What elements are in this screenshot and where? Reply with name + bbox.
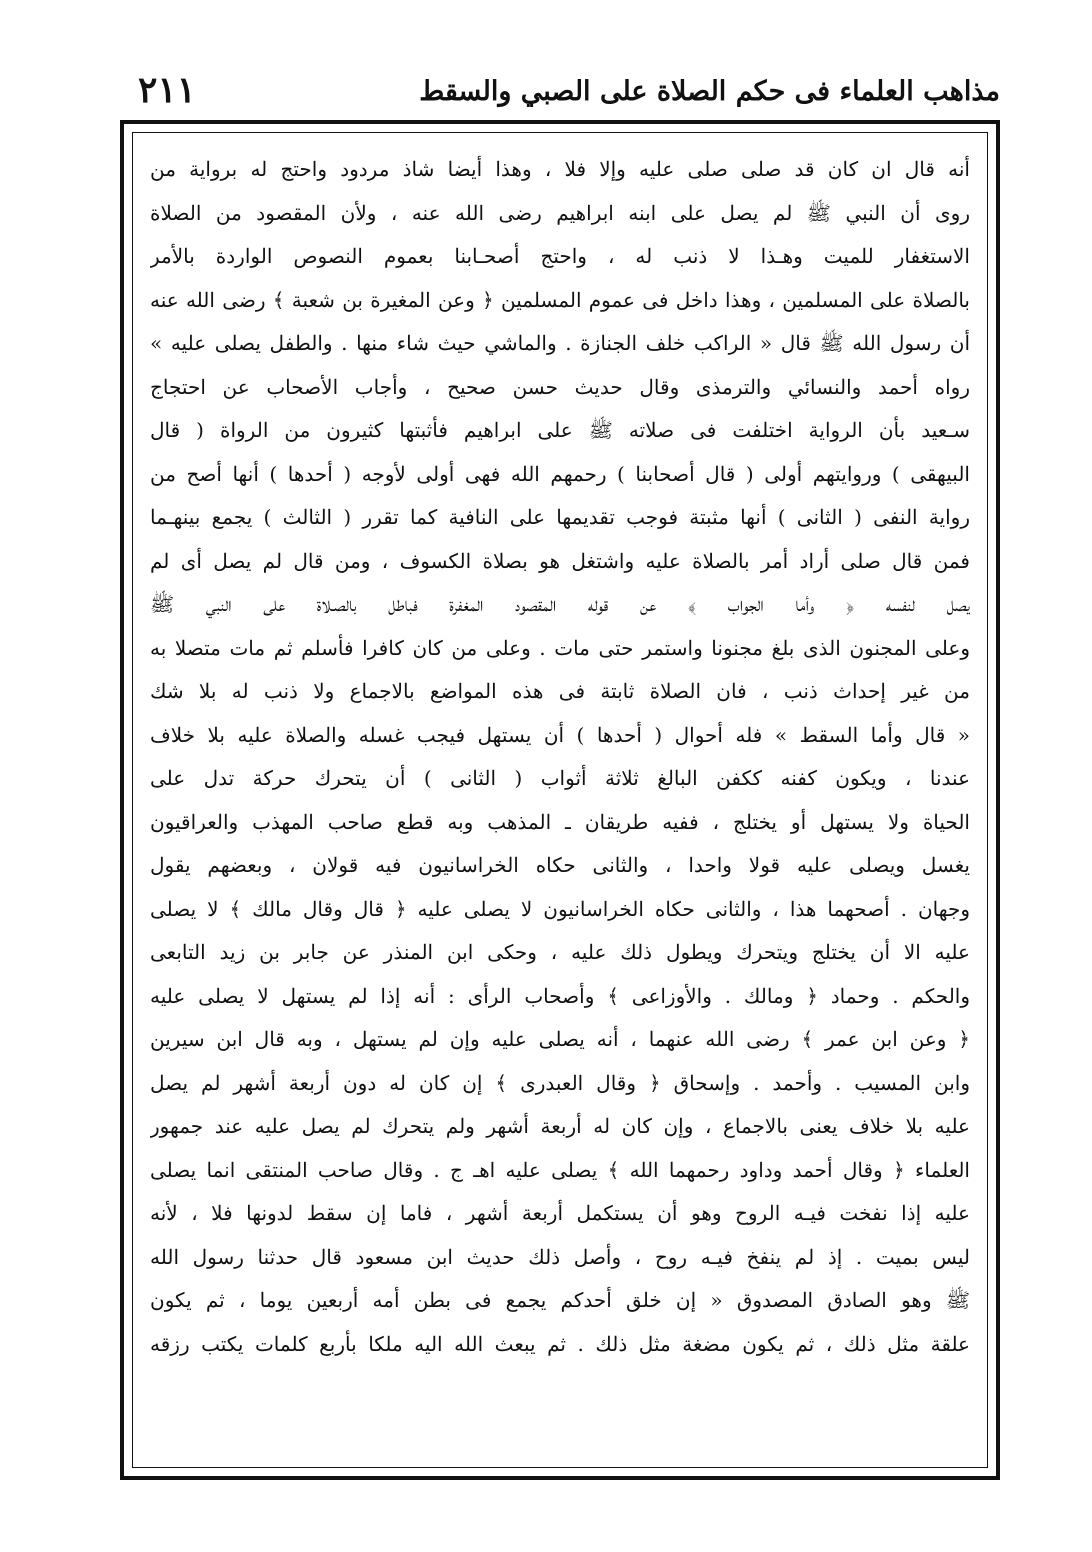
text-line: والحكم . وحماد ﴿ ومالك . والأوزاعى ﴾ وأصحاب الرأى : أنه إذا لم يستهل لا يصلى عليه bbox=[150, 983, 970, 1008]
text-line: العلماء ﴿ وقال أحمد وداود رحمهما الله ﴾ يصلى عليه اهـ ج . وقال صاحب المنتقى انما يصلى bbox=[150, 1157, 970, 1182]
text-line: « قال وأما السقط » فله أحوال ( أحدها ) أن يستهل فيجب غسله والصلاة عليه بلا خلاف bbox=[150, 722, 970, 747]
text-line: ليس بميت . إذ لم ينفخ فيـه روح ، وأصل ذلك حديث ابن مسعود قال حدثنا رسول الله bbox=[150, 1244, 970, 1269]
page-header bbox=[120, 66, 1000, 116]
text-line: عليه الا أن يختلج ويتحرك ويطول ذلك عليه ، وحكى ابن المنذر عن جابر بن زيد التابعى bbox=[150, 940, 970, 964]
text-line: الاستغفار للميت وهـذا لا ذنب له ، واحتج أصحـابنا بعموم النصوص الواردة بالأمر bbox=[150, 244, 970, 268]
text-line: عليه بلا خلاف يعنى بالاجماع ، وإن كان له أربعة أشهر ولم يتحرك لم يصل عليه عند جمهور bbox=[150, 1114, 970, 1138]
text-line: أن رسول الله ﷺ قال « الراكب خلف الجنازة . والماشي حيث شاء منها . والطفل يصلى عليه » bbox=[150, 331, 970, 355]
text-line: يغسل ويصلى عليه قولا واحدا ، والثانى حكاه الخراسانيون فيه قولان ، وبعضهم يقول bbox=[150, 853, 970, 877]
running-title: مذاهب العلماء فى حكم الصلاة على الصبي والسقط bbox=[419, 76, 1000, 107]
text-line: روى أن النبي ﷺ لم يصل على ابنه ابراهيم رضى الله عنه ، ولأن المقصود من الصلاة bbox=[150, 200, 970, 225]
text-line: سـعيد بأن الرواية اختلفت فى صلاته ﷺ على ابراهيم فأثبتها كثيرون من الرواة ( قال bbox=[150, 418, 970, 442]
text-line: علقة مثل ذلك ، ثم يكون مضغة مثل ذلك . ثم يبعث الله اليه ملكا بأربع كلمات يكتب رزقه bbox=[150, 1331, 970, 1356]
page-number: ٢١١ bbox=[138, 69, 197, 111]
text-line: عندنا ، ويكون كفنه ككفن البالغ ثلاثة أثواب ( الثانى ) أن يتحرك حركة تدل على bbox=[150, 766, 970, 790]
text-line: يصل لنفسه ﴿ وأما الجواب ﴾ عن قوله المقصود المغفرة فباطل بالصـلاة على النبي ﷺ bbox=[150, 592, 970, 616]
text-line: وجهان . أصحهما هذا ، والثانى حكاه الخراسانيون لا يصلى عليه ﴿ قال وقال مالك ﴾ لا يصلى bbox=[150, 896, 970, 921]
text-line: عليه إذا نفخت فيـه الروح وهو أن يستكمل أربعة أشهر ، فاما إن سقط لدونها فلا ، لأنه bbox=[150, 1201, 970, 1225]
text-line: ﷺ وهو الصادق المصدوق « إن خلق أحدكم يجمع فى بطن أمه أربعين يوما ، ثم يكون bbox=[150, 1288, 970, 1312]
text-line: ﴿ وعن ابن عمر ﴾ رضى الله عنهما ، أنه يصلى عليه وإن لم يستهل ، وبه قال ابن سيرين bbox=[150, 1027, 970, 1051]
text-line: رواية النفى ( الثانى ) أنها مثبتة فوجب تقديمها على النافية كما تقرر ( الثالث ) يجمع بينهـما bbox=[150, 505, 970, 529]
text-line: البيهقى ) وروايتهم أولى ( قال أصحابنا ) رحمهم الله فهى أولى لأوجه ( أحدها ) أنها أصح من bbox=[150, 461, 970, 486]
text-line: من غير إحداث ذنب ، فان الصلاة ثابتة فى هذه المواضع بالاجماع ولا ذنب له بلا شك bbox=[150, 679, 970, 703]
text-line: رواه أحمد والنسائي والترمذى وقال حديث حسن صحيح ، وأجاب الأصحاب عن احتجاج bbox=[150, 374, 970, 399]
body-text bbox=[150, 148, 970, 1366]
text-line: فمن قال صلى أراد أمر بالصلاة عليه واشتغل هو بصلاة الكسوف ، ومن قال لم يصل أى لم bbox=[150, 548, 970, 573]
text-line: وعلى المجنون الذى بلغ مجنونا واستمر حتى مات . وعلى من كان كافرا فأسلم ثم مات متصلا به bbox=[150, 635, 970, 660]
text-line: وابن المسيب . وأحمد . وإسحاق ﴿ وقال العبدرى ﴾ إن كان له دون أربعة أشهر لم يصل bbox=[150, 1070, 970, 1095]
text-line: الحياة ولا يستهل أو يختلج ، ففيه طريقان ـ المذهب وبه قطع صاحب المهذب والعراقيون bbox=[150, 809, 970, 834]
text-line: بالصلاة على المسلمين ، وهذا داخل فى عموم المسلمين ﴿ وعن المغيرة بن شعبة ﴾ رضى الله عنه bbox=[150, 287, 970, 312]
text-line: أنه قال ان كان قد صلى صلى عليه وإلا فلا ، وهذا أيضا شاذ مردود واحتج له برواية من bbox=[150, 157, 970, 181]
